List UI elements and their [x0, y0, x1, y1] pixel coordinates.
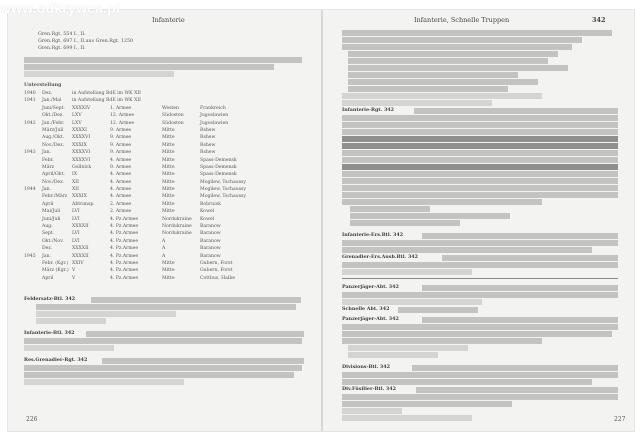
text-line [348, 72, 518, 78]
table-row: April V 4. Pz.Armee Mitte Cottbus, Halbe [42, 275, 236, 281]
text-line [414, 108, 618, 114]
right-entry-title: Infanterie-Rgt. 342 [342, 107, 394, 113]
table-row: Nov./Dez. XII 4. Armee Mitte Mogilew, Tschaussy [42, 179, 246, 185]
table-row: Juni/Juli LVI 4. Pz.Armee Nordukraine Kowel [42, 216, 215, 222]
text-line [24, 71, 174, 77]
right-entry-title: Divisions-Btl. 342 [342, 364, 390, 370]
text-line [36, 304, 296, 310]
table-row: 1940 Dez. in Aufstellung BdE im WK XII [24, 91, 141, 96]
text-line [342, 199, 542, 205]
text-line [398, 307, 478, 313]
text-line [342, 93, 542, 99]
text-line [342, 178, 618, 184]
right-entry-title: Panzerjäger-Abt. 342 [342, 284, 399, 290]
text-line [342, 379, 592, 385]
text-line [342, 44, 572, 50]
text-line [348, 352, 438, 358]
table-row: 1944 Jan. XII 4. Armee Mitte Mogilew, Tschaussy [24, 187, 246, 193]
text-line [342, 143, 618, 149]
right-entry-title: Panzerjäger-Abt. 342 [342, 316, 399, 322]
text-line [342, 100, 492, 106]
unterstellung-table [24, 90, 314, 282]
left-top-entry: Gren.Rgt. 699 I., II. [38, 46, 86, 51]
right-entry-title: Schnelle Abt. 342 [342, 306, 390, 312]
text-line [342, 122, 618, 128]
text-line [24, 57, 302, 63]
book-spread [8, 10, 634, 431]
table-row: 1941 Jan./Mai in Aufstellung BdE im WK XII [24, 98, 141, 104]
text-line [342, 171, 618, 177]
text-line [422, 285, 618, 291]
text-line [342, 164, 618, 170]
table-row: März/Juli XXXXI 9. Armee Mitte Rshew [42, 127, 216, 133]
text-line [342, 129, 618, 135]
right-page-header: Infanterie, Schnelle Truppen [414, 16, 510, 24]
text-line [342, 331, 612, 337]
text-line [342, 394, 618, 400]
table-row: Mai/Juli LVI 2. Armee Mitte Kowel [42, 209, 215, 215]
text-line [24, 345, 114, 351]
footer-entry-title: Res.Grenadier-Rgt. 342 [24, 357, 88, 363]
table-row: Juni/Sept. XXXXIV 1. Armee Westen Frankreich [42, 105, 226, 111]
text-line [342, 115, 618, 121]
text-line [342, 324, 618, 330]
text-line [422, 317, 618, 323]
text-line [36, 311, 176, 317]
text-line [342, 30, 612, 36]
table-row: Dez. XXXXII 4. Pz.Armee A Baranow [42, 246, 221, 252]
table-row: Febr./März XXXIX 4. Armee Mitte Mogilew, Tschaussy [42, 194, 246, 200]
table-row: Sept. LVI 4. Pz.Armee Nordukraine Baranow [42, 231, 221, 237]
left-page-number: 226 [26, 416, 38, 423]
section-rule [342, 278, 618, 279]
text-line [350, 213, 510, 219]
footer-entry-title: Feldersatz-Btl. 342 [24, 296, 76, 302]
right-entry-title: Infanterie-Ers.Btl. 342 [342, 232, 404, 238]
table-row: Aug. XXXXII 4. Pz.Armee Nordukraine Baranow [42, 224, 221, 230]
table-row: März Gollnick 9. Armee Mitte Spass-Demensk [42, 164, 237, 170]
table-row: März (Kgr.) V 4. Pz.Armee Mitte Gubern, Forst [42, 268, 233, 274]
table-row: Okt./Nov. LVI 4. Pz.Armee A Baranow [42, 238, 221, 244]
right-page-header-number: 342 [592, 16, 606, 24]
text-line [342, 240, 618, 246]
right-page-number: 227 [614, 416, 626, 423]
unterstellung-label: Unterstellung [24, 82, 62, 88]
table-row: Febr. XXXXVI 4. Armee Mitte Spass-Demensk [42, 157, 237, 163]
table-row: Nov./Dez. XXXIX 9. Armee Mitte Rshew [42, 142, 216, 148]
right-entry-title: Div.Füsilier-Btl. 342 [342, 386, 396, 392]
left-top-entry: Gren.Rgt. 697 I., II.aus Gren.Rgt. 1250 [38, 39, 134, 44]
table-row: Okt./Dez. LXV 12. Armee Südosten Jugoslawien [42, 113, 229, 119]
text-line [348, 58, 548, 64]
text-line [348, 65, 568, 71]
text-line [91, 297, 301, 303]
text-line [24, 379, 184, 385]
text-line [348, 345, 468, 351]
text-line [342, 415, 472, 421]
table-row: April/Okt. IX 4. Armee Mitte Spass-Demensk [42, 172, 237, 178]
text-line [24, 365, 302, 371]
text-line [342, 37, 582, 43]
text-line [348, 79, 538, 85]
text-line [350, 206, 430, 212]
text-line [342, 408, 402, 414]
right-page [330, 10, 630, 431]
text-line [24, 64, 274, 70]
right-entry-title: Grenadier-Ers.Ausb.Btl. 342 [342, 254, 418, 260]
table-row: 1945 Jan. XXXXII 4. Pz.Armee A Baranow [24, 253, 221, 259]
left-page-header: Infanterie [152, 16, 185, 24]
watermark: www.odkrywca.pl [0, 0, 120, 16]
text-line [342, 269, 472, 275]
text-line [342, 401, 512, 407]
text-line [342, 192, 618, 198]
text-line [442, 255, 618, 261]
text-line [342, 292, 618, 298]
left-page [16, 10, 316, 431]
text-line [342, 338, 542, 344]
table-row: 1943 Jan. XXXXVI 9. Armee Mitte Rshew [24, 150, 216, 156]
text-line [342, 262, 618, 268]
text-line [342, 247, 592, 253]
table-row: 1942 Jan./Febr. LXV 12. Armee Südosten Jugoslawien [24, 120, 229, 126]
text-line [342, 372, 618, 378]
table-row: April Abtransp. 2. Armee Mitte Bobruisk [42, 201, 221, 207]
left-top-entry: Gren.Rgt. 554 I., II. [38, 32, 86, 37]
text-line [348, 86, 508, 92]
table-row: Febr. (Kgr.) XXIV 4. Pz.Armee Mitte Gubern, Forst [42, 260, 233, 266]
text-line [342, 185, 618, 191]
text-line [412, 365, 618, 371]
text-line [342, 157, 618, 163]
text-line [342, 299, 482, 305]
text-line [24, 338, 302, 344]
text-line [102, 358, 304, 364]
text-line [422, 233, 618, 239]
text-line [86, 331, 304, 337]
footer-entry-title: Infanterie-Btl. 342 [24, 330, 75, 336]
text-line [342, 150, 618, 156]
text-line [342, 136, 618, 142]
text-line [36, 318, 106, 324]
text-line [348, 51, 558, 57]
text-line [24, 372, 294, 378]
table-row: Aug./Okt. XXXXVI 9. Armee Mitte Rshew [42, 135, 216, 141]
book-gutter [321, 10, 323, 431]
text-line [350, 220, 460, 226]
text-line [416, 387, 618, 393]
